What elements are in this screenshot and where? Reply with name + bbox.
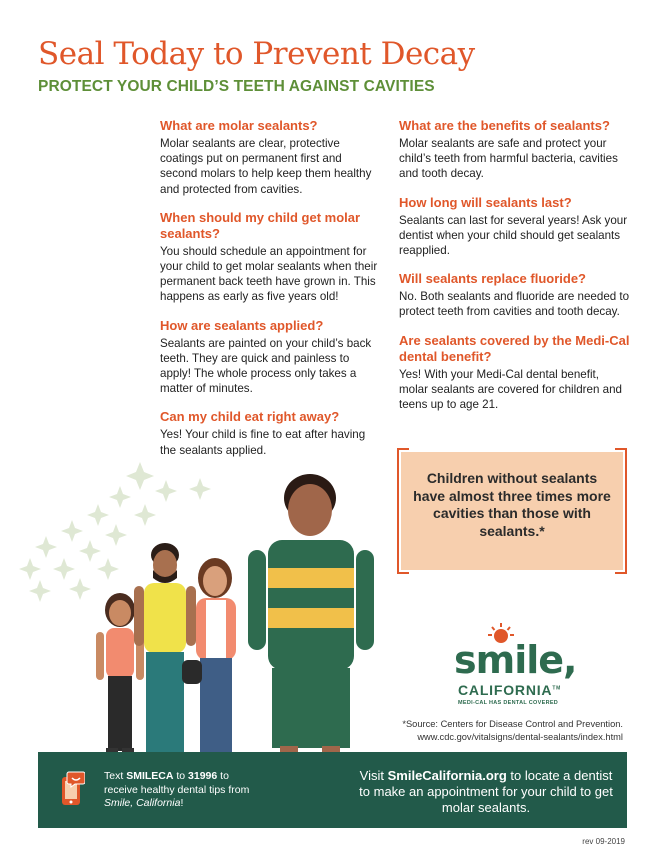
source-line: *Source: Centers for Disease Control and Prevention.: [402, 719, 623, 729]
brand-name: Smile, California: [104, 797, 181, 809]
faq-question: Will sealants replace fluoride?: [399, 271, 586, 287]
faq-answer: Sealants are painted on your child’s back teeth. They are quick and painless to apply! The whole process only takes a matter of minutes.: [160, 336, 372, 396]
source-url: www.cdc.gov/vitalsigns/dental-sealants/index.html: [417, 731, 623, 742]
page-subtitle: PROTECT YOUR CHILD’S TEETH AGAINST CAVITIES: [38, 78, 435, 95]
logo-tagline: MEDI-CAL HAS DENTAL COVERED: [458, 700, 559, 706]
faq-question: How are sealants applied?: [160, 317, 324, 333]
revision-date: rev 09-2019: [582, 837, 625, 846]
footer-banner: [38, 752, 627, 828]
faq-question: What are molar sealants?: [160, 118, 318, 133]
faq-answer: Yes! Your child is fine to eat after having the sealants applied.: [160, 428, 366, 457]
phone-message-icon: [59, 771, 85, 807]
statistic-callout: [401, 452, 623, 570]
faq-answer: Molar sealants are safe and protect your child’s teeth from harmful bacteria, cavities and tooth decay.: [399, 137, 618, 181]
sms-shortcode: 31996: [188, 770, 218, 782]
sparkle-decoration: [19, 462, 211, 602]
faq-answer: Sealants can last for several years! Ask your dentist when your child should get sealants reapplied.: [399, 213, 628, 258]
faq-item: [160, 318, 380, 397]
faq-answer: Molar sealants are clear, protective coatings put on permanent first and second molars to help keep them healthy and protected from cavities.: [160, 137, 372, 196]
trademark: TM: [552, 685, 562, 692]
faq-item: [160, 118, 380, 197]
faq-item: [399, 271, 631, 319]
smile-california-logo: [454, 626, 577, 716]
logo-state: CALIFORNIA™: [458, 682, 562, 698]
faq-question: What are the benefits of sealants?: [399, 118, 610, 133]
visit-message: Visit SmileCalifornia.org to locate a dentist to make an appointment for your child to get molar sealants.: [359, 768, 613, 815]
left-faq-column: [160, 118, 380, 471]
faq-answer: No. Both sealants and fluoride are needed to protect teeth from cavities and tooth decay.: [399, 290, 630, 319]
faq-item: [399, 195, 631, 259]
faq-answer: You should schedule an appointment for your child to get molar sealants when their permanent back teeth have grown in. This happens as early as five years old!: [160, 244, 378, 304]
logo-wordmark: smile,: [454, 638, 577, 682]
text-tips-message: Text SMILECA to 31996 to receive healthy dental tips from Smile, California!: [104, 770, 250, 809]
callout-text: Children without sealants have almost three times more cavities than those with sealants.*: [413, 470, 611, 539]
faq-item: [160, 210, 380, 305]
faq-question: How long will sealants last?: [399, 194, 572, 210]
website-link[interactable]: SmileCalifornia.org: [387, 768, 507, 783]
faq-question: Can my child eat right away?: [160, 409, 340, 425]
faq-question: When should my child get molar sealants?: [160, 209, 361, 241]
faq-item: [399, 118, 631, 182]
sms-keyword: SMILECA: [126, 770, 174, 782]
faq-answer: Yes! With your Medi-Cal dental benefit, molar sealants are covered for children and teens up to age 21.: [399, 367, 622, 412]
source-citation: [402, 718, 623, 743]
faq-question: Are sealants covered by the Medi-Cal dental benefit?: [399, 332, 630, 364]
right-faq-column: [399, 118, 631, 425]
page-title: Seal Today to Prevent Decay: [38, 36, 475, 72]
faq-item: [399, 333, 631, 413]
